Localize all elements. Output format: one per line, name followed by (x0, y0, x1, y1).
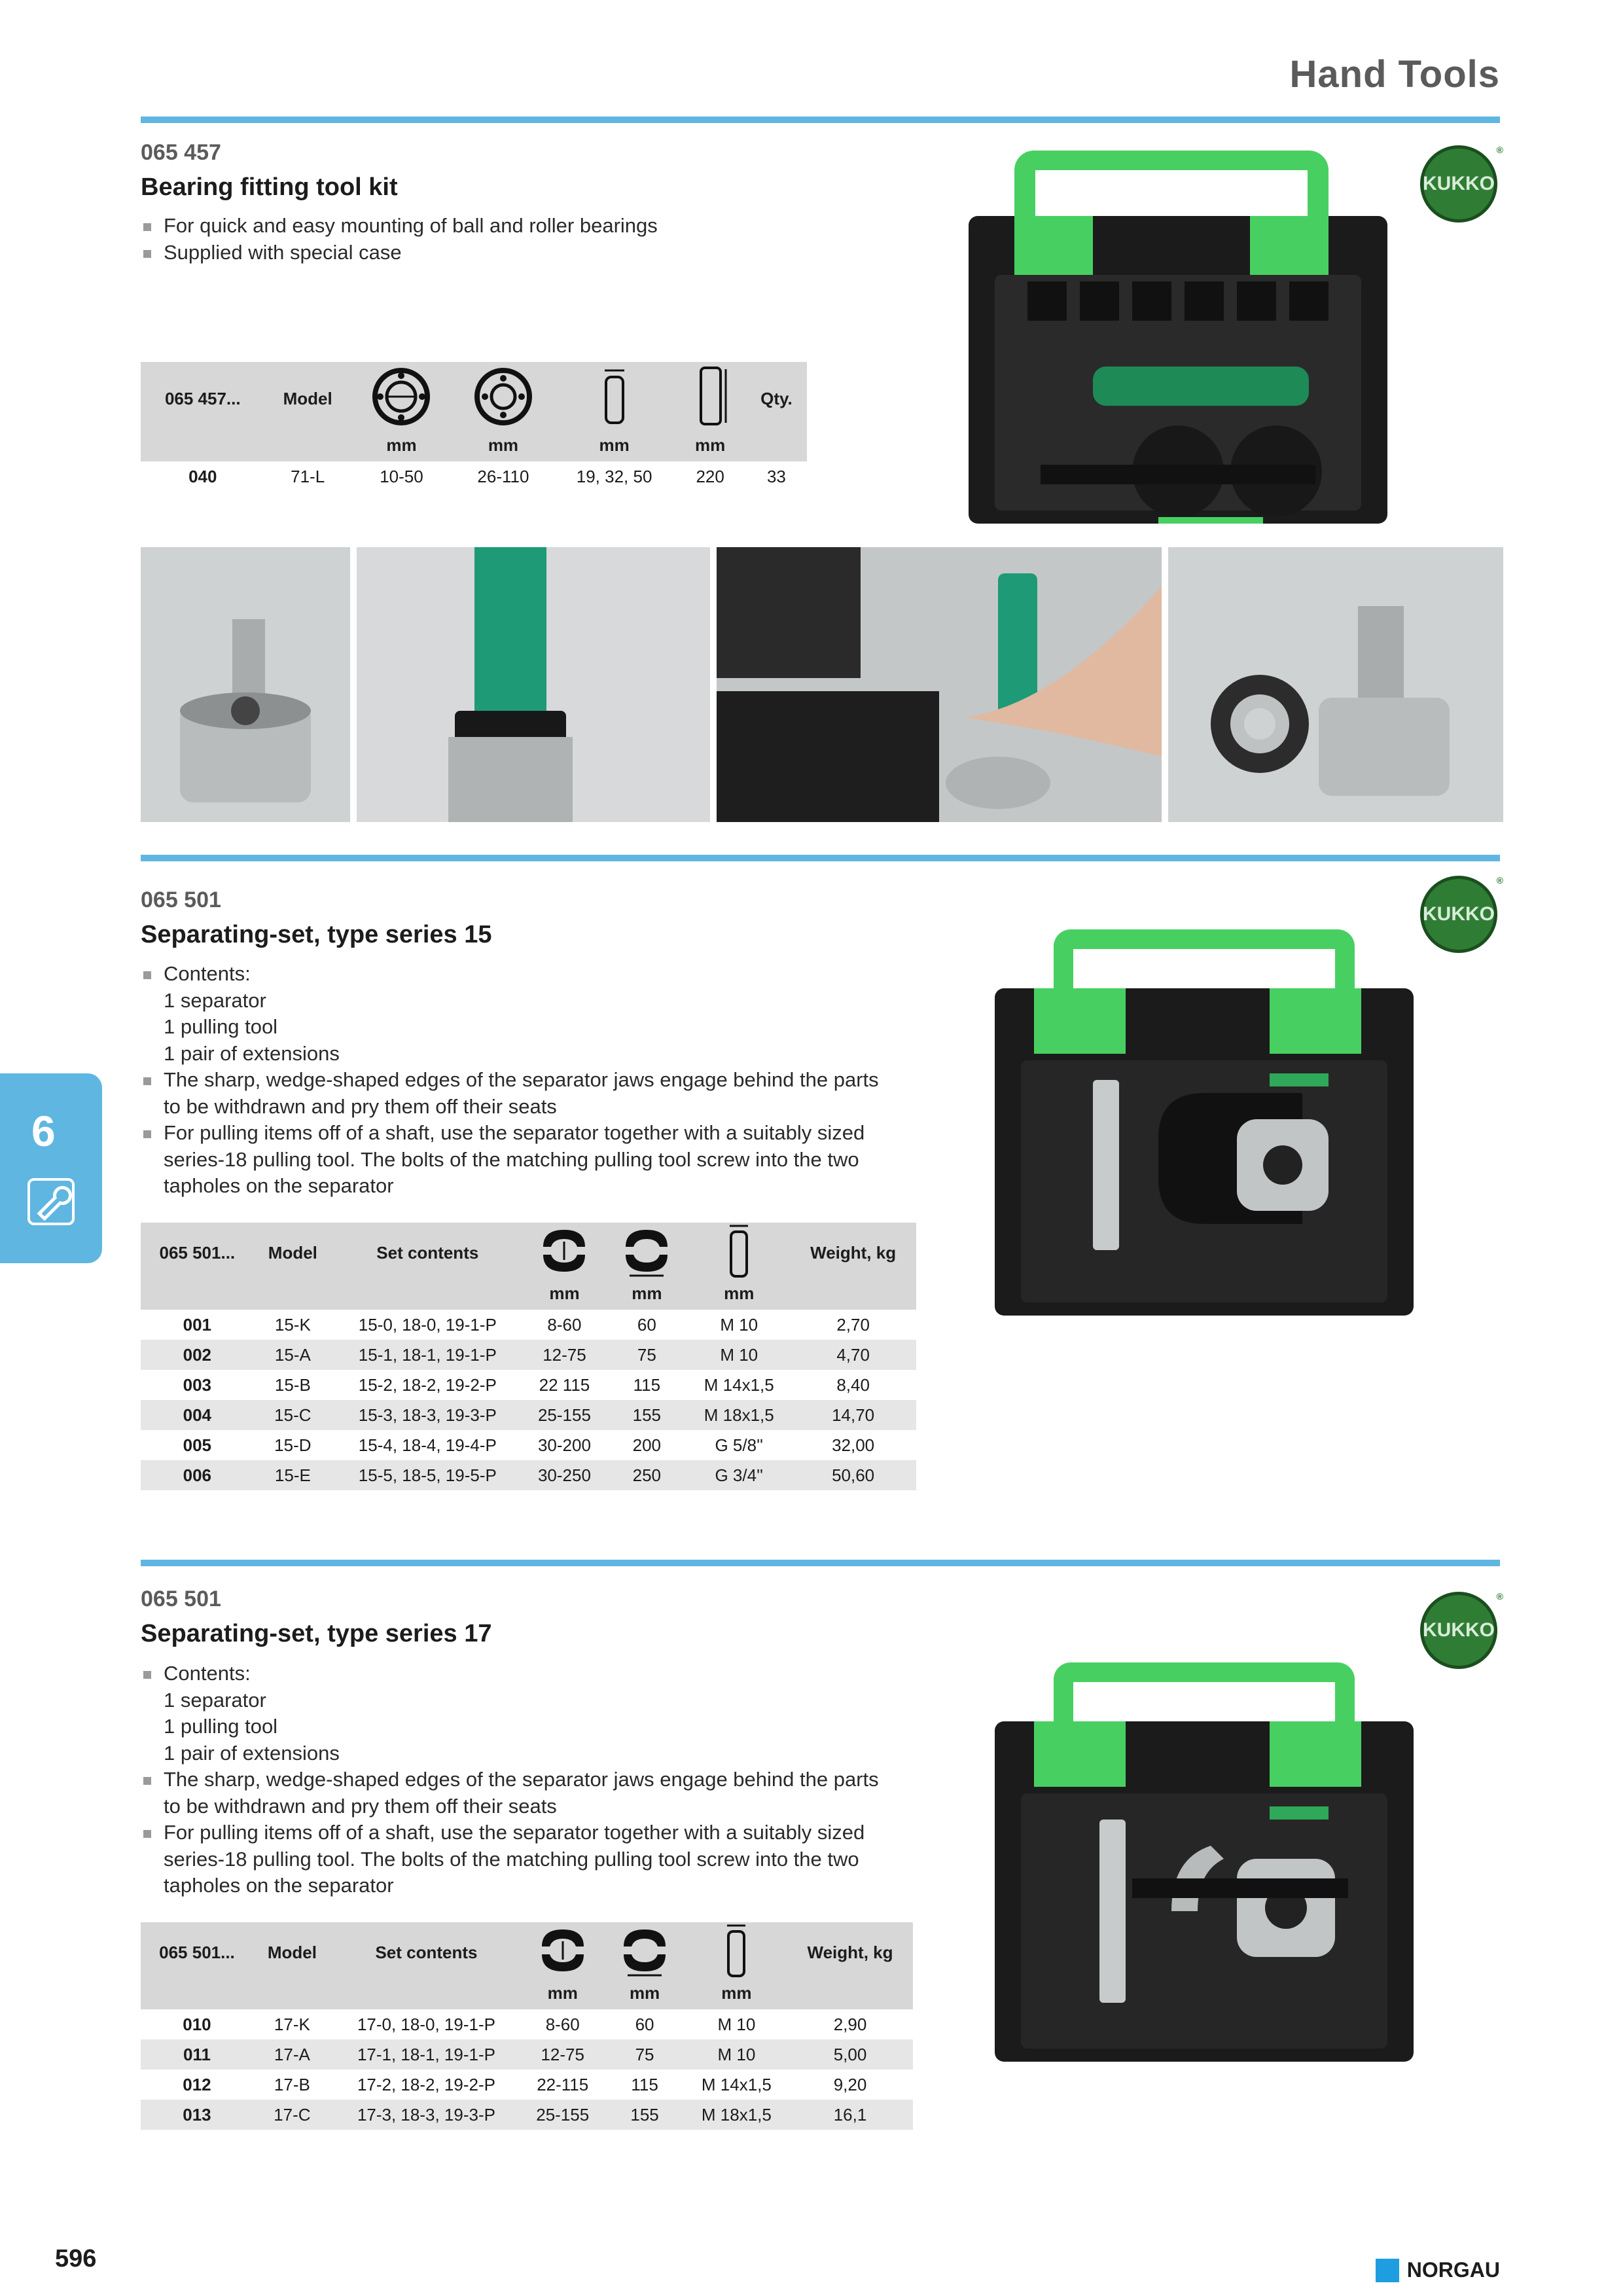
unit-label: mm (524, 1283, 606, 1310)
cell: 25-155 (524, 1400, 606, 1430)
feature-list (141, 1660, 893, 1899)
cell: 75 (605, 1340, 688, 1370)
page-header-title: Hand Tools (1289, 53, 1500, 96)
cell: 15-3, 18-3, 19-3-P (332, 1400, 523, 1430)
cell-code: 001 (183, 1314, 211, 1335)
table-row (141, 2009, 913, 2039)
cell: M 18x1,5 (686, 2100, 787, 2130)
col-header: Model (253, 1922, 331, 1983)
cell-code: 040 (188, 466, 217, 486)
cell: M 18x1,5 (688, 1400, 790, 1430)
cell: 220 (696, 466, 724, 486)
cell: 30-250 (524, 1460, 606, 1490)
cell: 17-K (274, 2014, 310, 2034)
contents-item: 1 pair of extensions (164, 1041, 340, 1065)
cell: 2,90 (833, 2014, 867, 2034)
cell: 17-A (253, 2039, 331, 2070)
article-number: 065 501 (141, 888, 221, 912)
cell: M 10 (688, 1340, 790, 1370)
separator-span-icon (522, 1922, 603, 1983)
chapter-tab[interactable] (0, 1073, 102, 1263)
cell: G 3/4'' (688, 1460, 790, 1490)
brand-square-icon (1376, 2259, 1399, 2282)
feature-item: The sharp, wedge-shaped edges of the separator jaws engage behind the parts to be withdrawn and pry them off their seats (141, 1067, 893, 1120)
unit-label: mm (452, 435, 554, 461)
kukko-logo: KUKKO ® (1420, 145, 1497, 223)
section-divider (141, 1560, 1500, 1566)
cell: 8-60 (545, 2014, 580, 2034)
cell: M 10 (717, 2014, 756, 2034)
table-row (141, 1460, 916, 1490)
contents-item: 1 pair of extensions (164, 1741, 340, 1765)
col-header: Model (265, 362, 351, 435)
cell: 14,70 (790, 1400, 916, 1430)
contents-item: 1 separator (164, 988, 266, 1012)
col-header: 065 457... (141, 362, 265, 435)
separator-width-icon (603, 1922, 685, 1983)
thread-size-icon (686, 1922, 787, 1983)
cell: 12-75 (524, 1340, 606, 1370)
cell: 15-2, 18-2, 19-2-P (358, 1374, 497, 1395)
unit-label: mm (554, 435, 675, 461)
cell: 60 (637, 1314, 656, 1335)
feature-list (141, 961, 893, 1200)
table-row (141, 1430, 916, 1460)
cell: 10-50 (380, 466, 423, 486)
cell-code: 004 (141, 1400, 254, 1430)
cell: 16,1 (787, 2100, 913, 2130)
cell: 155 (603, 2100, 685, 2130)
bearing-and-sleeve-photo (1168, 547, 1503, 822)
cell: M 14x1,5 (701, 2074, 772, 2094)
cell: 200 (632, 1435, 662, 1455)
cell: 71-L (291, 466, 325, 486)
unit-label: mm (688, 1283, 790, 1310)
case-in-use-photo (717, 547, 1162, 822)
article-number: 065 457 (141, 140, 221, 165)
cell-code: 013 (141, 2100, 253, 2130)
wrench-icon (27, 1178, 75, 1225)
cell: 8,40 (836, 1374, 870, 1395)
feature-item: For pulling items off of a shaft, use the separator together with a suitably sized series-18 pulling tool. The bolts of the matching pulling tool screw into the two tapholes on the separator (141, 1820, 893, 1899)
cell: 19, 32, 50 (576, 466, 652, 486)
cell: 17-3, 18-3, 19-3-P (331, 2100, 522, 2130)
cell: 15-E (254, 1460, 332, 1490)
cell: G 5/8'' (715, 1435, 764, 1455)
feature-item: For pulling items off of a shaft, use the separator together with a suitably sized series-18 pulling tool. The bolts of the matching pulling tool screw into the two tapholes on the separator (141, 1120, 893, 1200)
cell: 15-4, 18-4, 19-4-P (358, 1435, 497, 1455)
cell: 15-0, 18-0, 19-1-P (358, 1314, 497, 1335)
pressing-tool-photo (357, 547, 710, 822)
product-title: Separating-set, type series 15 (141, 921, 492, 948)
cell: M 14x1,5 (704, 1374, 774, 1395)
table-row (141, 2070, 913, 2100)
chapter-number: 6 (31, 1107, 56, 1155)
table-row (141, 461, 807, 492)
table-row (141, 1340, 916, 1370)
unit-label: mm (605, 1283, 688, 1310)
cell: 9,20 (833, 2074, 867, 2094)
cell: 15-C (254, 1400, 332, 1430)
bearing-outer-diameter-icon (452, 362, 554, 435)
mounting-sleeve-photo (141, 547, 350, 822)
cell: 12-75 (522, 2039, 603, 2070)
tube-diameter-icon (554, 362, 675, 435)
feature-item: The sharp, wedge-shaped edges of the separator jaws engage behind the parts to be withdrawn and pry them off their seats (141, 1767, 893, 1820)
cell: 26-110 (477, 466, 529, 486)
col-header: Weight, kg (787, 1922, 913, 1983)
separator-span-icon (524, 1223, 606, 1283)
kukko-logo: KUKKO ® (1420, 1592, 1497, 1669)
col-header: Weight, kg (790, 1223, 916, 1283)
contents-item: 1 separator (164, 1688, 266, 1712)
cell: 50,60 (790, 1460, 916, 1490)
cell: 15-D (274, 1435, 312, 1455)
cell: 30-200 (537, 1435, 591, 1455)
product-title: Bearing fitting tool kit (141, 173, 398, 201)
brand-logo: NORGAU (1376, 2258, 1500, 2282)
tube-length-icon (674, 362, 745, 435)
table-row (141, 1400, 916, 1430)
col-header: Model (254, 1223, 332, 1283)
table-row (141, 1370, 916, 1400)
contents-item: 1 pulling tool (164, 1015, 278, 1038)
col-header: Qty. (746, 362, 807, 435)
cell: 17-1, 18-1, 19-1-P (331, 2039, 522, 2070)
cell-code: 006 (141, 1460, 254, 1490)
feature-list (141, 213, 893, 266)
cell: 15-K (274, 1314, 311, 1335)
cell-code: 012 (183, 2074, 211, 2094)
cell: 15-A (254, 1340, 332, 1370)
col-header: 065 501... (141, 1223, 254, 1283)
cell-code: 002 (141, 1340, 254, 1370)
product-title: Separating-set, type series 17 (141, 1620, 492, 1647)
separator-width-icon (605, 1223, 688, 1283)
spec-table (141, 1922, 913, 2130)
feature-item: Contents: (141, 961, 893, 988)
col-header: Set contents (332, 1223, 523, 1283)
col-header: Set contents (331, 1922, 522, 1983)
feature-item: Supplied with special case (141, 240, 893, 266)
cell-code: 010 (183, 2014, 211, 2034)
unit-label: mm (603, 1983, 685, 2009)
cell: 32,00 (832, 1435, 875, 1455)
cell: 115 (631, 2074, 658, 2094)
tool-case-photo (962, 151, 1394, 530)
col-header: 065 501... (141, 1922, 253, 1983)
cell: 5,00 (787, 2039, 913, 2070)
cell: 17-2, 18-2, 19-2-P (357, 2074, 495, 2094)
separator-case-photo (988, 1662, 1420, 2068)
cell: 115 (633, 1374, 661, 1395)
bearing-inner-diameter-icon (351, 362, 452, 435)
cell: 2,70 (836, 1314, 870, 1335)
cell: 17-0, 18-0, 19-1-P (357, 2014, 495, 2034)
cell: 15-B (274, 1374, 311, 1395)
cell-code: 005 (183, 1435, 211, 1455)
cell: 15-5, 18-5, 19-5-P (332, 1460, 523, 1490)
cell: 22 115 (539, 1374, 590, 1395)
table-row (141, 1310, 916, 1340)
feature-item: For quick and easy mounting of ball and roller bearings (141, 213, 893, 240)
kukko-logo: KUKKO ® (1420, 876, 1497, 953)
thread-size-icon (688, 1223, 790, 1283)
section-divider (141, 855, 1500, 861)
cell: 33 (766, 466, 786, 486)
unit-label: mm (351, 435, 452, 461)
cell: 17-C (253, 2100, 331, 2130)
contents-item: 1 pulling tool (164, 1715, 278, 1738)
table-row (141, 2039, 913, 2070)
cell: 8-60 (547, 1314, 582, 1335)
cell: 4,70 (790, 1340, 916, 1370)
unit-label: mm (522, 1983, 603, 2009)
cell: M 10 (686, 2039, 787, 2070)
cell: 155 (605, 1400, 688, 1430)
cell: 60 (635, 2014, 654, 2034)
unit-label: mm (674, 435, 745, 461)
cell-code: 003 (183, 1374, 211, 1395)
spec-table (141, 362, 807, 492)
unit-label: mm (686, 1983, 787, 2009)
table-row (141, 2100, 913, 2130)
article-number: 065 501 (141, 1587, 221, 1611)
separator-case-photo (988, 929, 1420, 1322)
cell: 25-155 (522, 2100, 603, 2130)
cell: 22-115 (537, 2074, 589, 2094)
cell: 75 (603, 2039, 685, 2070)
cell: 17-B (274, 2074, 310, 2094)
feature-item: Contents: (141, 1660, 893, 1687)
cell: 15-1, 18-1, 19-1-P (332, 1340, 523, 1370)
section-divider (141, 117, 1500, 123)
cell: 250 (605, 1460, 688, 1490)
page-number: 596 (55, 2245, 97, 2272)
spec-table (141, 1223, 916, 1490)
cell: M 10 (720, 1314, 758, 1335)
cell-code: 011 (141, 2039, 253, 2070)
